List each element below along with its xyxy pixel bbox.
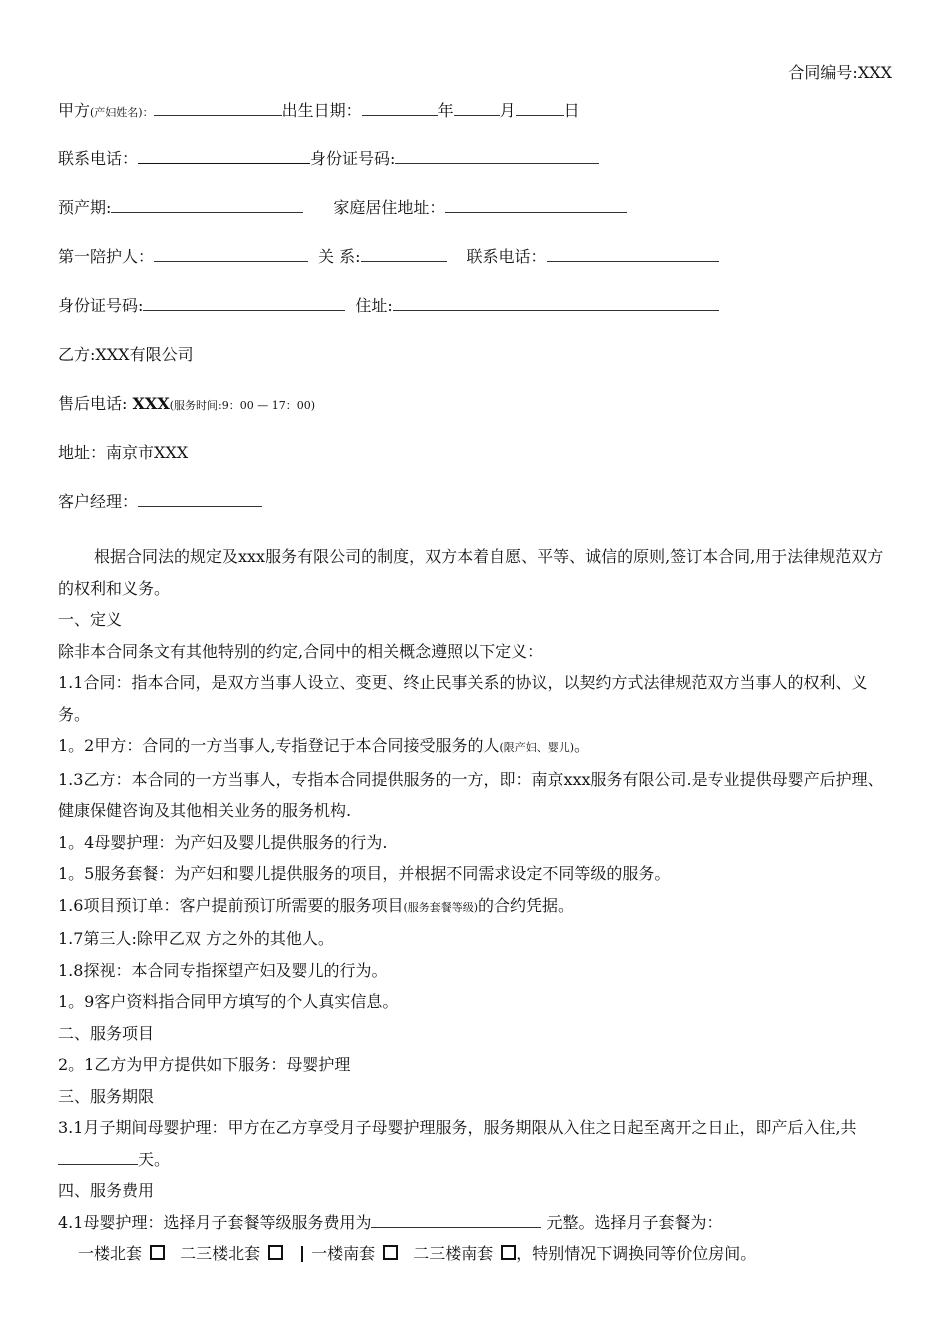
account-manager-row: [58, 489, 262, 512]
companion-phone-field[interactable]: [547, 247, 719, 262]
companion-phone-label: 联系电话：: [466, 247, 547, 266]
relation-label: 关 系:: [318, 247, 361, 266]
intro-paragraph: 根据合同法的规定及xxx服务有限公司的制度，双方本着自愿、平等、诚信的原则,签订本合同,用于法律规范双方的权利和义务。: [58, 547, 884, 598]
section-3-title: 三、服务期限: [58, 1086, 155, 1106]
companion-name-field[interactable]: [154, 247, 308, 262]
clause-3-1: [58, 1112, 892, 1175]
definition-1-7: 1.7第三人:除甲乙双 方之外的其他人。: [58, 929, 334, 948]
home-address-label: 家庭居住地址：: [333, 198, 446, 217]
id-number-field[interactable]: [395, 149, 599, 164]
day-label: 日: [563, 101, 580, 120]
companion-id-row: [58, 293, 719, 316]
companion-label: 第一陪护人：: [58, 247, 155, 266]
option-2-checkbox[interactable]: [268, 1245, 283, 1260]
phone-label: 联系电话：: [58, 149, 139, 168]
companion-id-label: 身份证号码:: [58, 296, 144, 315]
clause-4-1-text: 4.1母婴护理：选择月子套餐等级服务费用为: [58, 1212, 372, 1232]
party-a-label: 甲方: [58, 101, 91, 120]
definition-1-2-note: (限产妇、婴儿): [499, 741, 575, 754]
due-date-field[interactable]: [111, 198, 303, 213]
year-label: 年: [437, 101, 454, 120]
definition-1-3: 1.3乙方：本合同的一方当事人，专指本合同提供服务的一方，即：南京xxx服务有限公司.是专业提供母婴产后护理、健康保健咨询及其他相关业务的服务机构.: [58, 769, 884, 820]
definition-1-6: [58, 890, 892, 924]
companion-address-field[interactable]: [393, 296, 719, 311]
companion-address-label: 住址:: [355, 296, 393, 315]
option-separator: [301, 1246, 303, 1262]
clause-3-1-text: 3.1月子期间母婴护理：甲方在乙方享受月子母婴护理服务，服务期限从入住之日起至离开之日止，即产后入住,共: [58, 1118, 857, 1137]
birth-day-field[interactable]: [516, 101, 564, 116]
option-3-label: 一楼南套: [311, 1244, 376, 1263]
birth-date-label: 出生日期：: [281, 101, 362, 120]
section-2-title: 二、服务项目: [58, 1023, 155, 1043]
party-a-name-row: [58, 98, 580, 121]
definition-1-4: 1。4母婴护理：为产妇及婴儿提供服务的行为.: [58, 832, 388, 852]
option-4-checkbox[interactable]: [501, 1245, 516, 1260]
section-4-title: 四、服务费用: [58, 1181, 155, 1200]
clause-3-1-end: 天。: [138, 1149, 171, 1169]
definition-1-6-note: (服务套餐等级): [403, 900, 479, 914]
service-phone-row: [58, 391, 315, 414]
contract-body: [58, 541, 892, 1270]
service-phone-value: XXX: [132, 394, 170, 413]
definition-1-8: 1.8探视：本合同专指探望产妇及婴儿的行为。: [58, 960, 388, 980]
room-options-row: [58, 1238, 892, 1270]
definition-1-1: 1.1合同：指本合同，是双方当事人设立、变更、终止民事关系的协议，以契约方式法律规范双方当事人的权利、义务。: [58, 673, 868, 724]
section-1-lead: 除非本合同条文有其他特别的约定,合同中的相关概念遵照以下定义：: [58, 641, 544, 661]
definition-1-6-end: 的合约凭据。: [478, 895, 575, 915]
clause-4-1: [58, 1207, 892, 1239]
option-2-label: 二三楼北套: [180, 1244, 261, 1263]
party-a-due-row: [58, 195, 627, 218]
option-3-checkbox[interactable]: [383, 1245, 398, 1260]
option-1-checkbox[interactable]: [150, 1245, 165, 1260]
home-address-field[interactable]: [445, 198, 627, 213]
service-hours: (服务时间:9：00 — 17：00): [169, 399, 316, 412]
companion-row: [58, 244, 719, 267]
definition-1-2-end: 。: [574, 736, 591, 755]
account-manager-label: 客户经理：: [58, 492, 139, 511]
contract-number: 合同编号:XXX: [788, 63, 892, 82]
option-1-label: 一楼北套: [78, 1244, 143, 1263]
party-a-contact-row: [58, 146, 599, 169]
party-a-label-note: (产妇姓名)：: [90, 106, 154, 119]
birth-year-field[interactable]: [362, 101, 438, 116]
phone-field[interactable]: [138, 149, 310, 164]
month-label: 月: [499, 101, 516, 120]
stay-days-field[interactable]: [58, 1150, 138, 1165]
mother-name-field[interactable]: [154, 101, 282, 116]
definition-1-2-text: 1。2甲方：合同的一方当事人,专指登记于本合同接受服务的人: [58, 736, 500, 755]
birth-month-field[interactable]: [454, 101, 500, 116]
clause-4-1-end: 元整。选择月子套餐为：: [541, 1212, 723, 1232]
relation-field[interactable]: [361, 247, 447, 262]
party-b-name: 乙方:XXX有限公司: [58, 345, 194, 364]
section-1-title: 一、定义: [58, 610, 123, 629]
companion-id-field[interactable]: [143, 296, 345, 311]
id-number-label: 身份证号码:: [310, 149, 396, 168]
service-fee-field[interactable]: [371, 1213, 541, 1228]
clause-2-1: 2。1乙方为甲方提供如下服务：母婴护理: [58, 1055, 351, 1074]
party-b-address: 地址：南京市XXX: [58, 443, 189, 462]
account-manager-field[interactable]: [138, 492, 262, 507]
definition-1-2: [58, 730, 892, 764]
options-tail-text: ，特别情况下调换同等价位房间。: [516, 1244, 757, 1263]
option-4-label: 二三楼南套: [413, 1244, 494, 1263]
due-date-label: 预产期:: [58, 198, 112, 217]
definition-1-6-text: 1.6项目预订单：客户提前预订所需要的服务项目: [58, 895, 404, 915]
definition-1-5: 1。5服务套餐：为产妇和婴儿提供服务的项目，并根据不同需求设定不同等级的服务。: [58, 864, 671, 883]
service-phone-label: 售后电话:: [58, 394, 133, 413]
definition-1-9: 1。9客户资料指合同甲方填写的个人真实信息。: [58, 992, 399, 1011]
